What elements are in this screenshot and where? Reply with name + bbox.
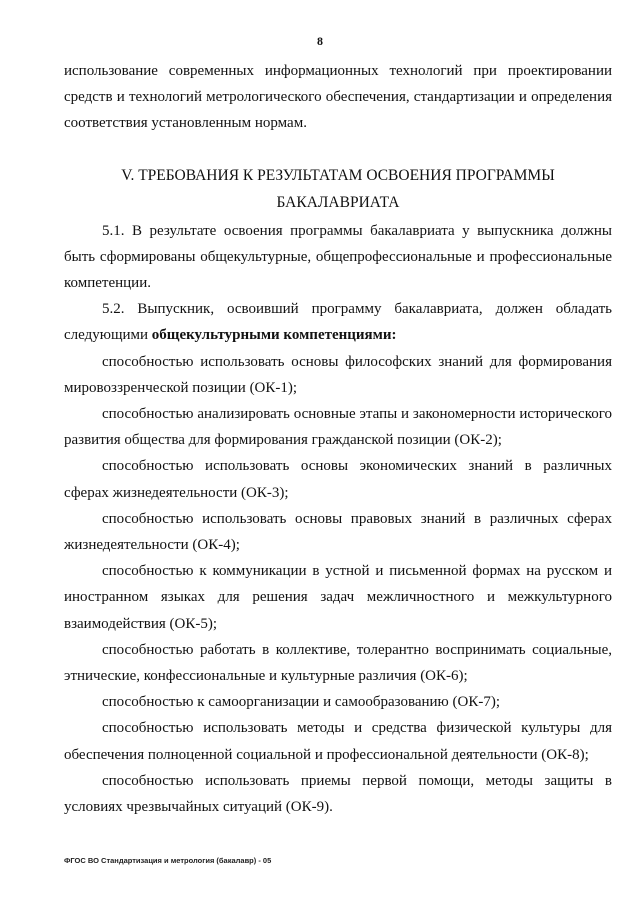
competency-ok-9: способностью использовать приемы первой помощи, методы защиты в условиях чрезвычайных ситуаций (ОК-9). [64,772,612,816]
competency-ok-8: способностью использовать методы и средства физической культуры для обеспечения полноценной социальной и профессиональной деятельности (ОК-8); [64,720,612,763]
document-body [64,58,612,820]
section-heading-line-2: БАКАЛАВРИАТА [276,193,400,211]
paragraph-5-2-lead: 5.2. Выпускник, освоивший программу бакалавриата, должен обладать следующими [64,301,612,344]
page-number: 8 [317,34,323,48]
page-footer: ФГОС ВО Стандартизация и метрология (бакалавр) - 05 [64,856,272,865]
section-heading [64,162,612,216]
section-heading-line-1: V. ТРЕБОВАНИЯ К РЕЗУЛЬТАТАМ ОСВОЕНИЯ ПРОГРАММЫ [121,166,555,184]
competency-ok-5: способностью к коммуникации в устной и письменной формах на русском и иностранном языках для решения задач межличностного и межкультурного взаимодействия (ОК-5); [64,563,612,632]
paragraph-5-1: 5.1. В результате освоения программы бакалавриата у выпускника должны быть сформированы общекультурные, общепрофессиональные и профессиональные компетенции. [64,222,612,292]
competency-ok-2: способностью анализировать основные этапы и закономерности исторического развития общества для формирования гражданской позиции (ОК-2); [64,406,612,449]
competency-ok-7: способностью к самоорганизации и самообразованию (ОК-7); [102,694,501,711]
intro-paragraph: использование современных информационных технологий при проектировании средств и технологий метрологического обеспечения, стандартизации и определения соответствия установленным нормам. [64,63,612,132]
paragraph-5-2-bold: общекультурными компетенциями: [151,327,397,344]
competency-ok-6: способностью работать в коллективе, толерантно воспринимать социальные, этнические, конфессиональные и культурные различия (ОК-6); [64,641,612,685]
paragraph-5-2 [64,296,612,348]
competency-ok-4: способностью использовать основы правовых знаний в различных сферах жизнедеятельности (ОК-4); [64,510,612,554]
competency-ok-3: способностью использовать основы экономических знаний в различных сферах жизнедеятельности (ОК-3); [64,458,612,501]
competency-ok-1: способностью использовать основы философских знаний для формирования мировоззренческой позиции (ОК-1); [64,353,612,396]
